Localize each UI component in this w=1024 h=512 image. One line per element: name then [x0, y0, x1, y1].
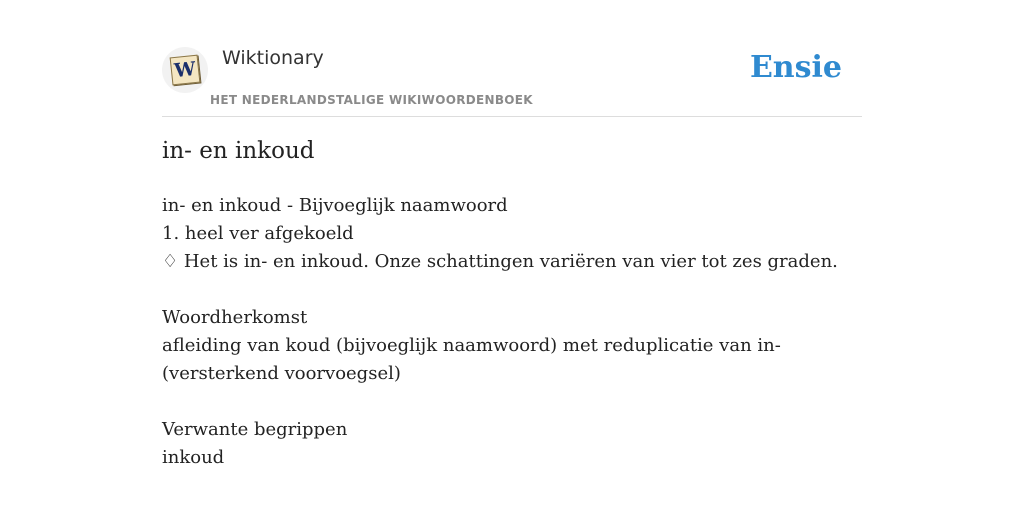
usage-example: ♢ Het is in- en inkoud. Onze schattingen variëren van vier tot zes graden. — [162, 251, 838, 272]
definition-heading: in- en inkoud - Bijvoeglijk naamwoord — [162, 195, 508, 216]
etymology-heading: Woordherkomst — [162, 307, 308, 328]
related-heading: Verwante begrippen — [162, 419, 348, 440]
page-title: in- en inkoud — [162, 138, 315, 164]
site-name[interactable]: Wiktionary — [222, 47, 324, 69]
site-tagline: HET NEDERLANDSTALIGE WIKIWOORDENBOEK — [210, 93, 533, 107]
wiktionary-logo-icon[interactable] — [162, 47, 208, 93]
etymology-text-line-1: afleiding van koud (bijvoeglijk naamwoord) met reduplicatie van in- — [162, 335, 781, 356]
site-header — [162, 40, 862, 117]
etymology-text-line-2: (versterkend voorvoegsel) — [162, 363, 401, 384]
related-term: inkoud — [162, 447, 225, 468]
brand-logo[interactable]: Ensie — [749, 50, 842, 85]
paragraph-gap — [162, 388, 862, 416]
definition-sense: 1. heel ver afgekoeld — [162, 223, 354, 244]
logo-letter-tile: W — [170, 55, 201, 86]
entry-content — [162, 192, 862, 472]
paragraph-gap — [162, 276, 862, 304]
